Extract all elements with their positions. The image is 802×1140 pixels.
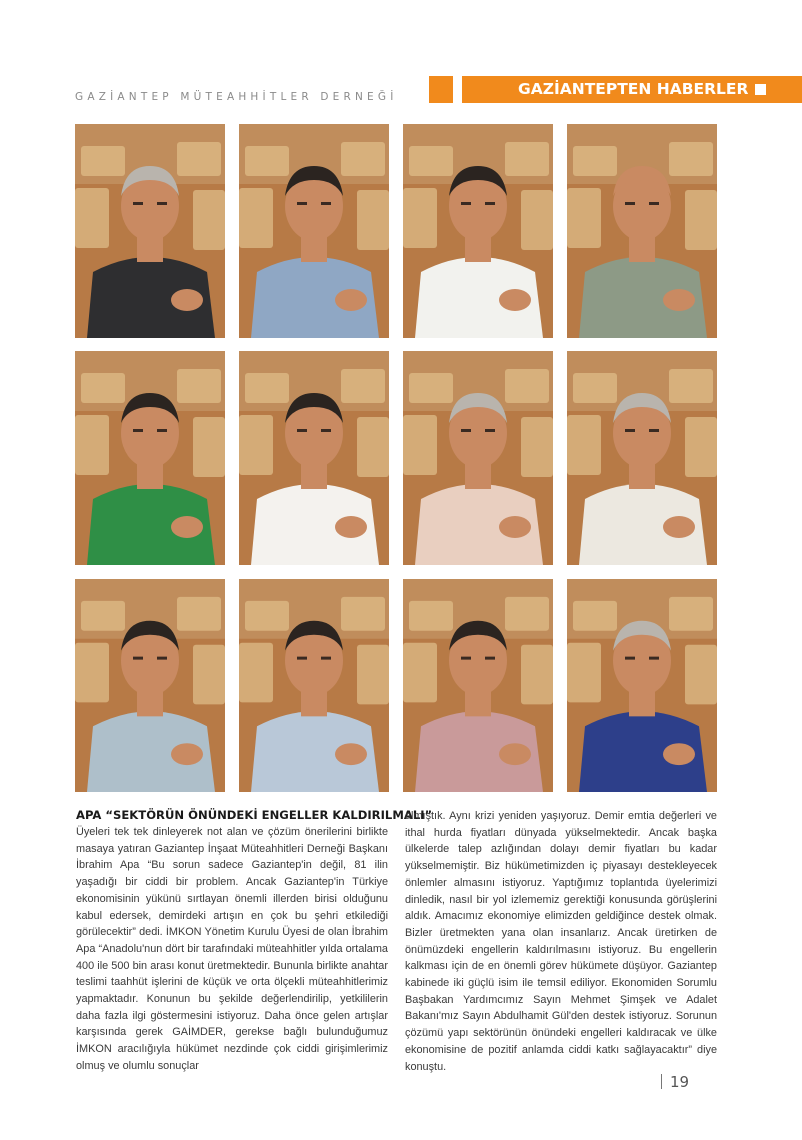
photo-member-4 [567, 124, 717, 338]
photo-member-11 [403, 579, 553, 792]
photo-member-12 [567, 579, 717, 792]
photo-grid [75, 124, 717, 792]
photo-member-7 [403, 351, 553, 565]
page-number-value: 19 [670, 1073, 690, 1091]
photo-member-8 [567, 351, 717, 565]
page-number-divider [661, 1074, 662, 1089]
square-icon [755, 84, 766, 95]
photo-member-10 [239, 579, 389, 792]
photo-member-6 [239, 351, 389, 565]
section-title-bar [462, 76, 802, 103]
section-title: GAZİANTEPTEN HABERLER [518, 80, 749, 98]
article-title: APA “SEKTÖRÜN ÖNÜNDEKİ ENGELLER KALDIRILMALI” [76, 808, 433, 822]
photo-member-5 [75, 351, 225, 565]
photo-member-3 [403, 124, 553, 338]
article-column-left: Üyeleri tek tek dinleyerek not alan ve çözüm önerilerini birlikte masaya yatıran Gaziantep İnşaat Müteahhitleri Derneği Başkanı İbrahim Apa “Bu sorun sadece Gaziantep'in değil, 81 ilin yaşadığı bir ciddi bir problem. Ancak Gaziantep'in Türkiye ekonomisinin yükünü sırtlayan önemli illerden birisi olduğunu kabul edersek, demirdeki artışın en çok bu şehri etkilediği görülecektir” dedi. İMKON Yönetim Kurulu Üyesi de olan İbrahim Apa “Anadolu'nun dört bir tarafındaki müteahhitler yılda ortalama 400 ile 500 bin arası konut üretmektedir. Bununla birlikte anahtar teslimi taahhüt işlerini de küçük ve orta ölçekli müteahhitlerimiz yapmaktadır. Konunun bu şekilde değerlendirilip, yetkililerin daha fazla ilgi göstermesini istiyoruz. Daha önce gelen artışlar karşısında gerek GAİMDER, gerekse bağlı bulunduğumuz İMKON aracılığıyla hükümet nezdinde çok ciddi girişimlerimiz olmuş ve olumlu sonuçlar [76, 826, 388, 1072]
photo-member-9 [75, 579, 225, 792]
header-accent-square [429, 76, 453, 103]
association-name: GAZİANTEP MÜTEAHHİTLER DERNEĞİ [75, 91, 398, 103]
article-column-right: almıştık. Aynı krizi yeniden yaşıyoruz. Demir emtia değerleri ve ithal hurda fiyatları dünyada yükselmektedir. Ancak başka ülkelerde talep azlığından dolayı demir fiyatları bu kadar yükselmemiştir. Biz hükümetimizden iç piyasayı destekleyecek önlemler almasını istiyoruz. Yaptığımız toplantıda üyelerimizi dinledik, nasıl bir yol izlememiz gerektiği konusunda görüşlerini aldık. Amacımız ekonomiye elimizden geldiğince destek olmak. Bizler üretmekten yana olan insanlarız. Ancak üretirken de önümüzdeki engellerin kaldırılmasını istiyoruz. Bu engellerin kalkması için de en önemli görev hükümete düşüyor. Gaziantep kabinede iki güçlü isim ile temsil ediliyor. Ekonomiden Sorumlu Başbakan Yardımcımız Sayın Mehmet Şimşek ve Adalet Bakanı'mız Sayın Abdulhamit Gül'den destek istiyoruz. Sorunun çözümü yapı sektörünün önündeki engelleri kaldıracak ve ülke ekonomisine de pozitif anlamda ciddi katkı sağlayacaktır” diye konuştu. [405, 810, 717, 1073]
photo-member-1 [75, 124, 225, 338]
photo-member-2 [239, 124, 389, 338]
page-number [661, 1073, 689, 1091]
